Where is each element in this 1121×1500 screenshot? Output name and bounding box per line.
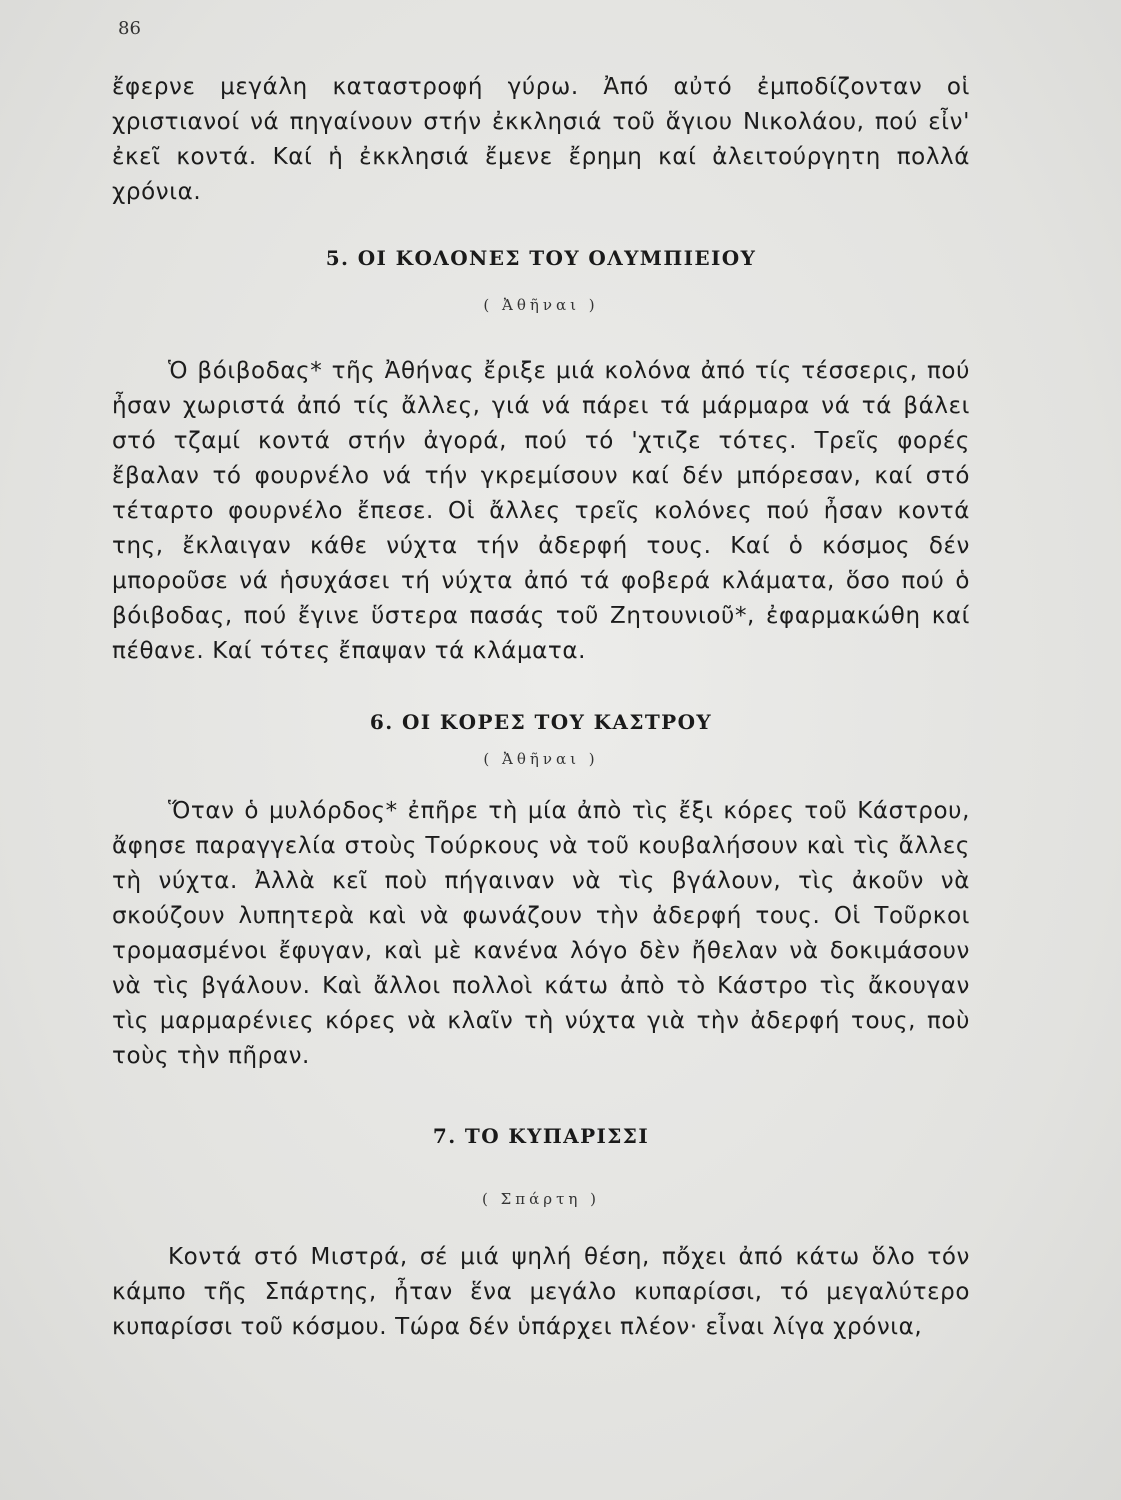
intro-paragraph xyxy=(112,70,970,210)
page-number: 86 xyxy=(118,18,141,39)
section-7-body xyxy=(112,1240,970,1345)
section-6-paragraph: Ὅταν ὁ μυλόρδος* ἐπῆρε τὴ μία ἀπὸ τὶς ἔξι κόρες τοῦ Κάστρου, ἄφησε παραγγελία στοὺς Τούρκους νὰ τοῦ κουβαλήσουν καὶ τὶς ἄλλες τὴ νύχτα. Ἀλλὰ κεῖ ποὺ πήγαιναν νὰ τὶς βγάλουν, τὶς ἀκοῦν νὰ σκούζουν λυπητερὰ καὶ νὰ φωνάζουν τὴν ἀδερφή τους. Οἱ Τοῦρκοι τρομασμένοι ἔφυγαν, καὶ μὲ κανένα λόγο δὲν ἤθελαν νὰ δοκιμάσουν νὰ τὶς βγάλουν. Καὶ ἄλλοι πολλοὶ κάτω ἀπὸ τὸ Κάστρο τὶς ἄκουγαν τὶς μαρμαρένιες κόρες νὰ κλαῖν τὴ νύχτα γιὰ τὴν ἀδερφή τους, ποὺ τοὺς τὴν πῆραν. xyxy=(112,798,970,1069)
section-6-place: ( Ἀθῆναι ) xyxy=(483,750,599,768)
section-5-place: ( Ἀθῆναι ) xyxy=(483,296,599,314)
section-7-place: ( Σπάρτη ) xyxy=(482,1190,600,1208)
section-7-paragraph: Κοντά στό Μιστρά, σέ μιά ψηλή θέση, πὄχει ἀπό κάτω ὅλο τόν κάμπο τῆς Σπάρτης, ἦταν ἕνα μεγάλο κυπαρίσσι, τό μεγαλύτερο κυπαρίσσι τοῦ κόσμου. Τώρα δέν ὑπάρχει πλέον· εἶναι λίγα χρόνια, xyxy=(112,1244,970,1340)
section-7-title: 7. ΤΟ ΚΥΠΑΡΙΣΣΙ xyxy=(432,1124,650,1148)
section-6-body xyxy=(112,794,970,1074)
section-5-body xyxy=(112,354,970,669)
section-6-title: 6. ΟΙ ΚΟΡΕΣ ΤΟΥ ΚΑΣΤΡΟΥ xyxy=(369,710,713,734)
section-5-paragraph: Ὁ βόιβοδας* τῆς Ἀθήνας ἔριξε μιά κολόνα ἀπό τίς τέσσερις, πού ἦσαν χωριστά ἀπό τίς ἄλλες, γιά νά πάρει τά μάρμαρα νά τά βάλει στό τζαμί κοντά στήν ἀγορά, πού τό 'χτιζε τότες. Τρεῖς φορές ἔβαλαν τό φουρνέλο νά τήν γκρεμίσουν καί δέν μπόρεσαν, καί στό τέταρτο φουρνέλο ἔπεσε. Οἱ ἄλλες τρεῖς κολόνες πού ἦσαν κοντά της, ἔκλαιγαν κάθε νύχτα τήν ἀδερφή τους. Καί ὁ κόσμος δέν μποροῦσε νά ἡσυχάσει τή νύχτα ἀπό τά φοβερά κλάματα, ὅσο πού ὁ βόιβοδας, πού ἔγινε ὕστερα πασάς τοῦ Ζητουνιοῦ*, ἐφαρμακώθη καί πέθανε. Καί τότες ἔπαψαν τά κλάματα. xyxy=(112,358,970,664)
intro-paragraph-text: ἔφερνε μεγάλη καταστροφή γύρω. Ἀπό αὐτό ἐμποδίζονταν οἱ χριστιανοί νά πηγαίνουν στήν ἐκκλησιά τοῦ ἅγιου Νικολάου, πού εἶν' ἐκεῖ κοντά. Καί ἡ ἐκκλησιά ἔμενε ἔρημη καί ἀλειτούργητη πολλά χρόνια. xyxy=(112,74,970,205)
section-5-title: 5. ΟΙ ΚΟΛΟΝΕΣ ΤΟΥ ΟΛΥΜΠΙΕΙΟΥ xyxy=(325,246,757,270)
